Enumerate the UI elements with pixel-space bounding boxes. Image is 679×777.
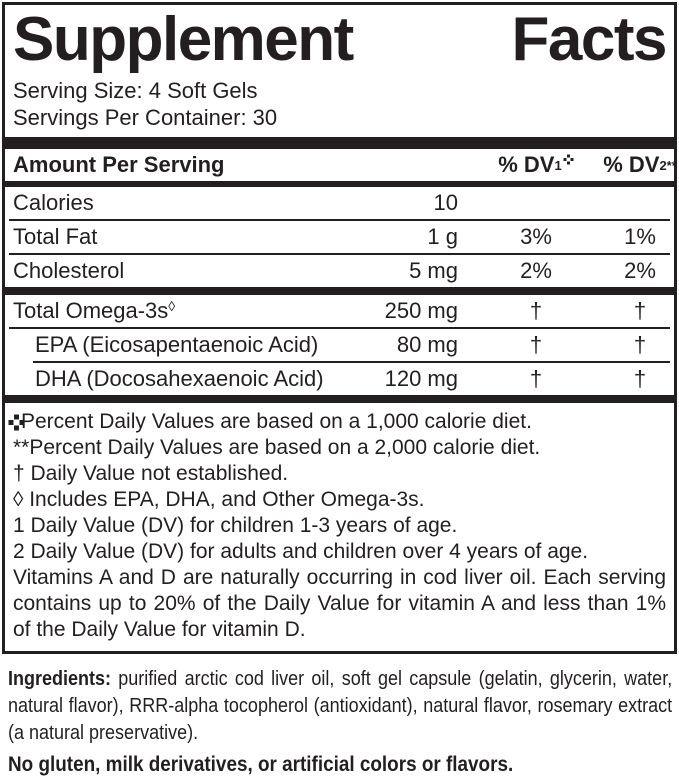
row-dv2: † xyxy=(633,332,647,357)
thick-divider-top xyxy=(5,137,674,149)
table-row-dha xyxy=(5,363,674,395)
table-row-total-omega3s xyxy=(5,295,674,327)
footnote-dv1-basis xyxy=(13,409,666,435)
ingredients-text: purified arctic cod liver oil, soft gel capsule (gelatin, glycerin, water, natural flavor), RRR-alpha tocopherol (antioxidant), natural flavor, rosemary extract (a natural preservative). xyxy=(8,668,673,744)
servings-per-container: Servings Per Container: 30 xyxy=(13,105,278,130)
serving-size: Serving Size: 4 Soft Gels xyxy=(13,78,258,103)
lozenge-sup: ◊ xyxy=(168,298,176,314)
row-dv2: 1% xyxy=(624,224,656,249)
table-row-total-fat xyxy=(5,221,674,253)
footnote-dagger: † Daily Value not established. xyxy=(13,462,289,485)
dv1-column-header xyxy=(458,152,614,178)
row-dv1: † xyxy=(529,366,543,391)
footnote-lozenge: ◊ Includes EPA, DHA, and Other Omega-3s. xyxy=(13,488,425,511)
footnote-text: Percent Daily Values are based on a 1,000 calorie diet. xyxy=(21,410,532,433)
row-amount: 10 xyxy=(433,190,458,215)
row-name: Total Fat xyxy=(13,224,98,249)
amount-per-serving-header: Amount Per Serving xyxy=(13,152,225,177)
thick-divider-mid xyxy=(5,287,674,295)
footnotes-block xyxy=(5,403,674,651)
ingredients-paragraph xyxy=(8,666,672,747)
dv2-header-label: % DV xyxy=(603,152,660,177)
row-name: Calories xyxy=(13,190,94,215)
footnote-vitamins-a-d: Vitamins A and D are naturally occurring in cod liver oil. Each serving contains up to 20% of the Daily Value for vitamin A and less than 1% of the Daily Value for vitamin D. xyxy=(13,566,666,641)
row-amount: 120 mg xyxy=(384,366,458,391)
row-name-text: Total Omega-3s xyxy=(13,298,169,323)
row-amount: 1 g xyxy=(427,224,458,249)
table-row-cholesterol xyxy=(5,255,674,287)
dv1-header-sup: 1 xyxy=(554,157,562,173)
panel-title-word-right: Facts xyxy=(511,5,666,74)
four-square-cross-icon xyxy=(14,420,19,425)
row-name: DHA (Docosahexaenoic Acid) xyxy=(35,366,324,391)
row-dv2: † xyxy=(633,366,647,391)
thick-divider-bottom xyxy=(5,395,674,403)
row-amount: 250 mg xyxy=(384,298,458,323)
row-dv2: † xyxy=(633,298,647,323)
row-amount: 5 mg xyxy=(409,258,458,283)
table-header-row xyxy=(5,149,677,181)
supplement-facts-panel xyxy=(2,2,677,654)
footnote-dv2-adults: 2 Daily Value (DV) for adults and children over 4 years of age. xyxy=(13,540,589,563)
panel-title xyxy=(13,5,666,74)
table-row-calories xyxy=(5,187,674,219)
panel-title-word-left: Supplement xyxy=(13,5,353,74)
table-row-epa xyxy=(5,329,674,361)
dv2-header-sup: 2** xyxy=(659,157,677,173)
serving-info xyxy=(13,77,666,131)
footnote-dv1-children: 1 Daily Value (DV) for children 1-3 years of age. xyxy=(13,514,458,537)
row-dv1: 2% xyxy=(520,258,552,283)
row-name xyxy=(13,298,343,324)
row-dv1: † xyxy=(529,298,543,323)
row-dv2: 2% xyxy=(624,258,656,283)
dv1-header-label: % DV xyxy=(498,152,555,177)
row-dv1: † xyxy=(529,332,543,357)
row-name: EPA (Eicosapentaenoic Acid) xyxy=(35,332,319,357)
row-amount: 80 mg xyxy=(396,332,458,357)
row-dv1: 3% xyxy=(520,224,552,249)
footnote-dv2-basis: **Percent Daily Values are based on a 2,000 calorie diet. xyxy=(13,436,541,459)
four-square-cross-icon xyxy=(567,158,570,161)
allergen-statement: No gluten, milk derivatives, or artificial colors or flavors. xyxy=(8,753,514,776)
dv2-column-header xyxy=(603,152,677,178)
row-name: Cholesterol xyxy=(13,258,125,283)
ingredients-label: Ingredients: xyxy=(8,668,112,690)
